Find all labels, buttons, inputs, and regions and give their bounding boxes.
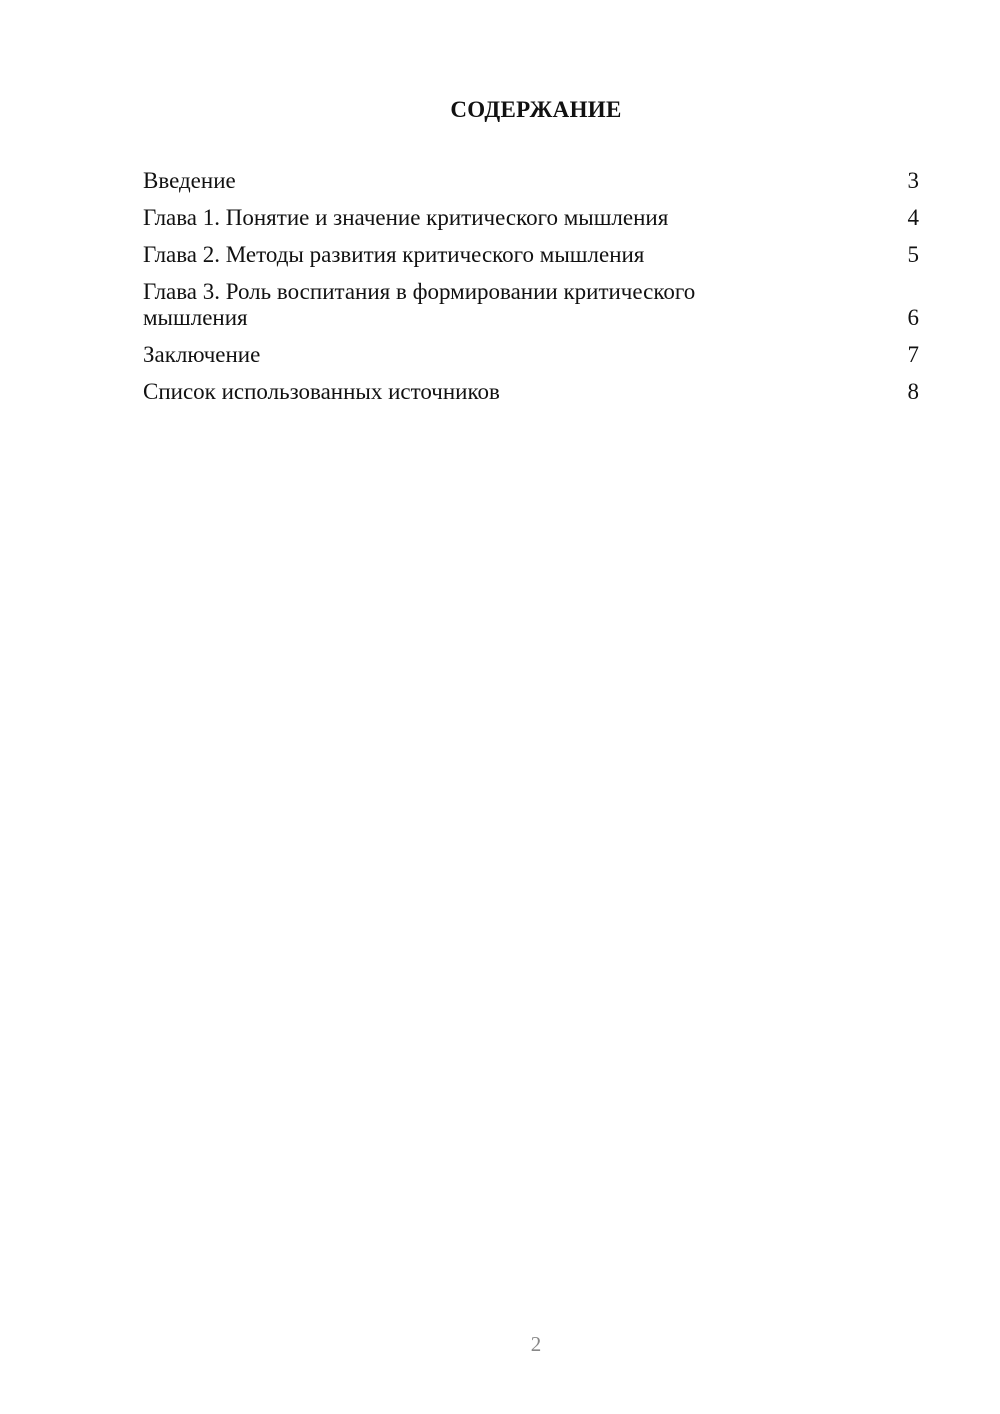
toc-entry-chapter-3[interactable] <box>143 279 919 331</box>
table-of-contents <box>143 168 919 416</box>
toc-entry-conclusion[interactable] <box>143 342 919 368</box>
toc-entry-page: 7 <box>907 342 919 367</box>
toc-entry-chapter-2[interactable] <box>143 242 919 268</box>
toc-entry-label: Введение <box>143 168 236 193</box>
toc-entry-page: 4 <box>907 205 919 230</box>
toc-entry-label: Глава 3. Роль воспитания в формировании критического мышления <box>143 279 696 330</box>
toc-entry-introduction[interactable] <box>143 168 919 194</box>
toc-entry-page: 5 <box>907 242 919 267</box>
toc-entry-label: Заключение <box>143 342 261 367</box>
toc-entry-chapter-1[interactable] <box>143 205 919 231</box>
page-number: 2 <box>530 1332 542 1356</box>
toc-entry-label: Глава 1. Понятие и значение критического мышления <box>143 205 669 230</box>
toc-entry-page: 8 <box>907 379 919 404</box>
toc-entry-page: 6 <box>907 305 919 330</box>
toc-entry-label: Глава 2. Методы развития критического мышления <box>143 242 645 267</box>
toc-title: СОДЕРЖАНИЕ <box>450 97 622 122</box>
toc-entry-references[interactable] <box>143 379 919 405</box>
toc-entry-page: 3 <box>907 168 919 193</box>
toc-entry-label: Список использованных источников <box>143 379 500 404</box>
